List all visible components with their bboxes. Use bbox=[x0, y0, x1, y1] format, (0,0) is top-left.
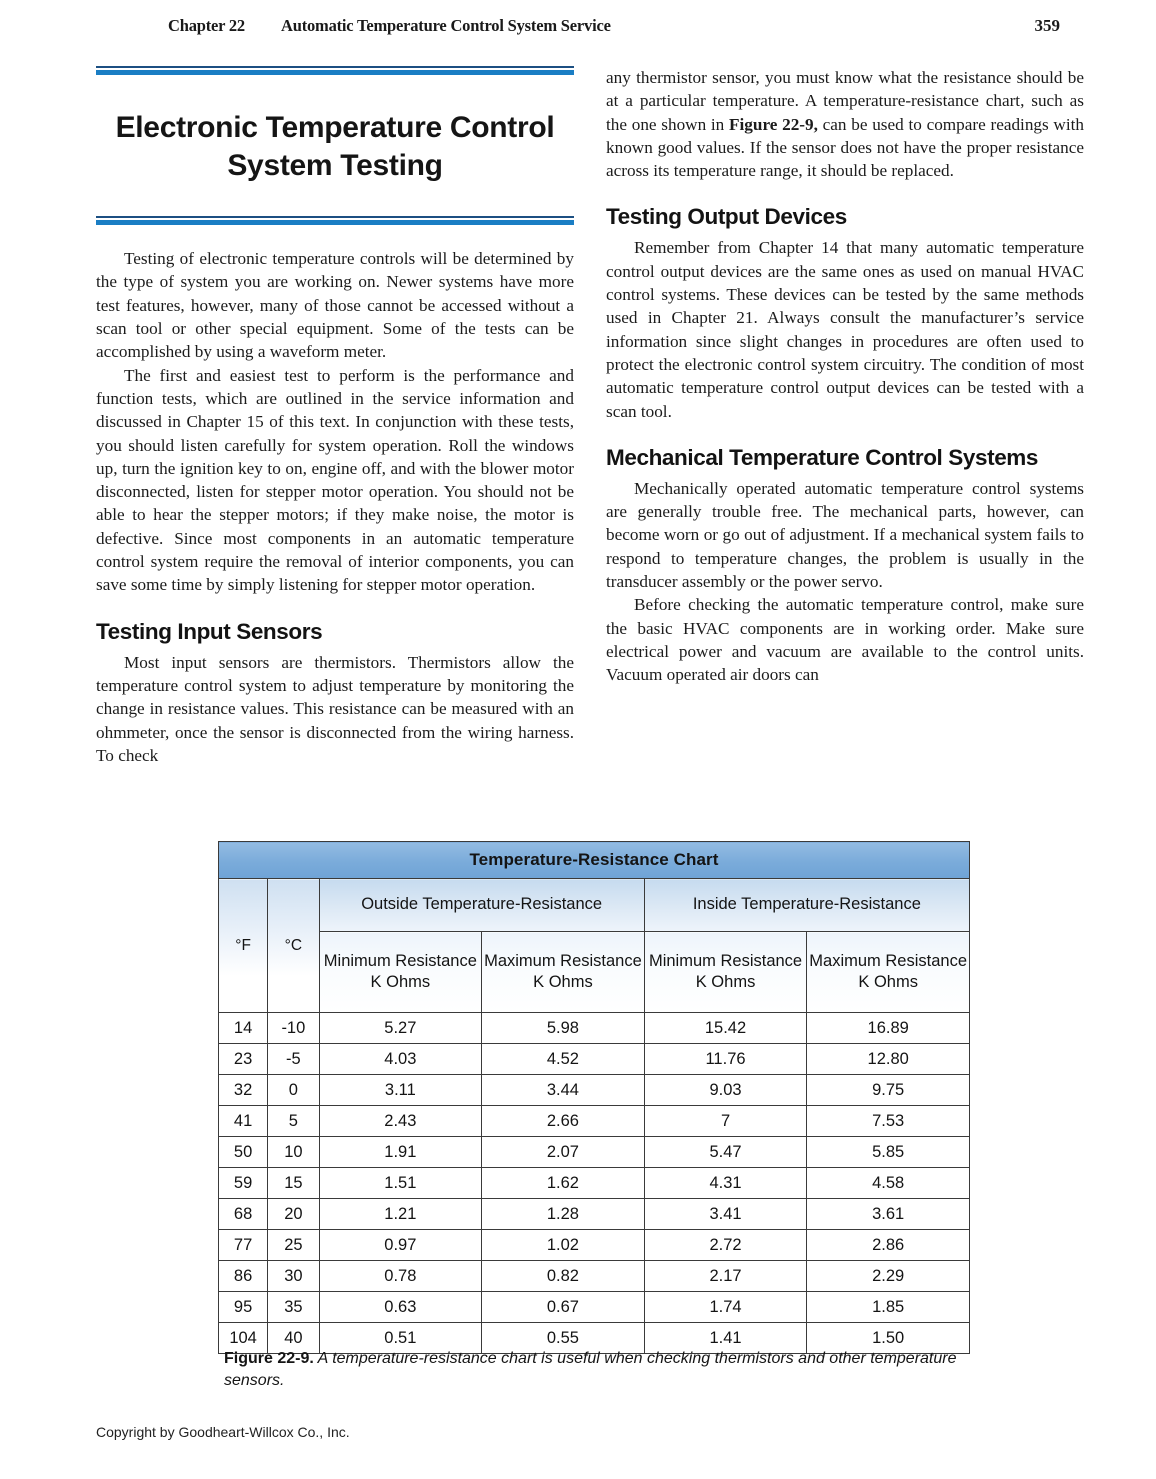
paragraph: Before checking the automatic temperature control, make sure the basic HVAC components are in working order. Make sure electrical power and vacuum are available to the control units. Vacuum operated air doors can bbox=[606, 595, 1084, 685]
cell-inside-max: 4.58 bbox=[807, 1168, 970, 1199]
cell-celsius: 10 bbox=[268, 1137, 319, 1168]
cell-outside-min: 1.51 bbox=[319, 1168, 482, 1199]
cell-inside-min: 11.76 bbox=[644, 1044, 807, 1075]
cell-outside-max: 5.98 bbox=[482, 1013, 645, 1044]
table-row bbox=[219, 1168, 970, 1199]
cell-outside-min: 4.03 bbox=[319, 1044, 482, 1075]
column-header-outside-min: Minimum Resistance K Ohms bbox=[319, 932, 482, 1013]
table-row bbox=[219, 1199, 970, 1230]
column-header-outside-max: Maximum Resistance K Ohms bbox=[482, 932, 645, 1013]
column-header-inside-min: Minimum Resistance K Ohms bbox=[644, 932, 807, 1013]
cell-inside-max: 12.80 bbox=[807, 1044, 970, 1075]
cell-inside-max: 1.50 bbox=[807, 1323, 970, 1354]
cell-outside-min: 0.51 bbox=[319, 1323, 482, 1354]
running-head-chapter: Chapter 22 bbox=[168, 16, 245, 35]
cell-outside-min: 5.27 bbox=[319, 1013, 482, 1044]
cell-inside-min: 4.31 bbox=[644, 1168, 807, 1199]
cell-fahrenheit: 50 bbox=[219, 1137, 268, 1168]
cell-inside-max: 2.86 bbox=[807, 1230, 970, 1261]
cell-inside-min: 2.17 bbox=[644, 1261, 807, 1292]
cell-outside-max: 1.02 bbox=[482, 1230, 645, 1261]
rule-thick-line bbox=[96, 70, 574, 75]
cell-inside-min: 2.72 bbox=[644, 1230, 807, 1261]
cell-fahrenheit: 86 bbox=[219, 1261, 268, 1292]
cell-fahrenheit: 23 bbox=[219, 1044, 268, 1075]
cell-celsius: -5 bbox=[268, 1044, 319, 1075]
cell-celsius: 35 bbox=[268, 1292, 319, 1323]
cell-outside-min: 2.43 bbox=[319, 1106, 482, 1137]
cell-outside-max: 2.07 bbox=[482, 1137, 645, 1168]
figure-caption-text: A temperature-resistance chart is useful when checking thermistors and other temperature sensors. bbox=[224, 1350, 957, 1390]
title-rule-bottom bbox=[96, 216, 574, 225]
cell-fahrenheit: 104 bbox=[219, 1323, 268, 1354]
figure-reference: Figure 22-9, bbox=[729, 114, 818, 134]
column-group-inside: Inside Temperature-Resistance bbox=[644, 879, 969, 932]
cell-outside-max: 3.44 bbox=[482, 1075, 645, 1106]
cell-inside-min: 5.47 bbox=[644, 1137, 807, 1168]
temperature-resistance-table bbox=[218, 841, 970, 1354]
cell-celsius: -10 bbox=[268, 1013, 319, 1044]
table-group-header-row bbox=[219, 879, 970, 932]
cell-celsius: 20 bbox=[268, 1199, 319, 1230]
cell-inside-max: 3.61 bbox=[807, 1199, 970, 1230]
cell-fahrenheit: 32 bbox=[219, 1075, 268, 1106]
cell-inside-min: 1.41 bbox=[644, 1323, 807, 1354]
paragraph: Mechanically operated automatic temperature control systems are generally trouble free. The mechanical parts, however, can become worn or go out of adjustment. If a mechanical system fails to respond to temperature changes, the problem is usually in the transducer assembly or the power servo. bbox=[606, 478, 1084, 592]
table-sub-header-row bbox=[219, 932, 970, 1013]
cell-fahrenheit: 77 bbox=[219, 1230, 268, 1261]
title-rule-top bbox=[96, 66, 574, 75]
running-head bbox=[96, 16, 1060, 42]
cell-inside-max: 1.85 bbox=[807, 1292, 970, 1323]
running-head-title: Automatic Temperature Control System Service bbox=[281, 16, 611, 35]
paragraph-text-part1: any thermistor sensor, you must know what the resistance should be at a particular temperature. A temperature-resistance chart, such as the one shown in bbox=[606, 68, 1084, 134]
table-title: Temperature-Resistance Chart bbox=[219, 842, 970, 879]
table-row bbox=[219, 1044, 970, 1075]
section-heading-mechanical-temperature-control-systems: Mechanical Temperature Control Systems bbox=[606, 444, 1039, 470]
cell-outside-min: 0.97 bbox=[319, 1230, 482, 1261]
paragraph: Testing of electronic temperature controls will be determined by the type of system you are working on. Newer systems have more test features, however, many of those cannot be accessed without a scan tool or other special equipment. Some of the tests can be accomplished by using a waveform meter. bbox=[96, 249, 574, 362]
table-row bbox=[219, 1013, 970, 1044]
spacer bbox=[96, 225, 574, 247]
cell-inside-max: 7.53 bbox=[807, 1106, 970, 1137]
table-row bbox=[219, 1230, 970, 1261]
copyright-notice: Copyright by Goodheart-Willcox Co., Inc. bbox=[96, 1424, 350, 1440]
column-group-outside: Outside Temperature-Resistance bbox=[319, 879, 644, 932]
cell-inside-max: 5.85 bbox=[807, 1137, 970, 1168]
cell-outside-min: 1.91 bbox=[319, 1137, 482, 1168]
cell-outside-max: 0.55 bbox=[482, 1323, 645, 1354]
cell-celsius: 15 bbox=[268, 1168, 319, 1199]
table-row bbox=[219, 1137, 970, 1168]
cell-fahrenheit: 41 bbox=[219, 1106, 268, 1137]
cell-fahrenheit: 59 bbox=[219, 1168, 268, 1199]
table-title-row bbox=[219, 842, 970, 879]
body-columns bbox=[96, 66, 1084, 786]
column-header-inside-max: Maximum Resistance K Ohms bbox=[807, 932, 970, 1013]
table-row bbox=[219, 1261, 970, 1292]
paragraph: Most input sensors are thermistors. Thermistors allow the temperature control system to adjust temperature by monitoring the change in resistance values. This resistance can be measured with an ohmmeter, once the sensor is disconnected from the wiring harness. To check bbox=[96, 652, 574, 765]
cell-outside-max: 1.62 bbox=[482, 1168, 645, 1199]
cell-fahrenheit: 68 bbox=[219, 1199, 268, 1230]
cell-inside-min: 15.42 bbox=[644, 1013, 807, 1044]
paragraph-continuation bbox=[606, 66, 1084, 182]
table-body bbox=[219, 1013, 970, 1354]
paragraph: Remember from Chapter 14 that many automatic temperature control output devices are the same ones as used on manual HVAC control systems. These devices can be tested by the same methods used in Chapter 21. Always consult the manufacturer’s service information since slight changes in procedures are often used to protect the electronic control system circuitry. The condition of most automatic temperature control output devices can be tested with a scan tool. bbox=[606, 238, 1084, 421]
cell-celsius: 25 bbox=[268, 1230, 319, 1261]
cell-outside-max: 0.82 bbox=[482, 1261, 645, 1292]
cell-outside-max: 2.66 bbox=[482, 1106, 645, 1137]
cell-outside-min: 0.63 bbox=[319, 1292, 482, 1323]
cell-outside-min: 0.78 bbox=[319, 1261, 482, 1292]
section-heading-testing-output-devices: Testing Output Devices bbox=[606, 204, 847, 230]
right-column bbox=[606, 66, 1084, 687]
figure-22-9 bbox=[218, 841, 970, 1354]
cell-inside-max: 9.75 bbox=[807, 1075, 970, 1106]
paragraph-text-part2: can be used to compare readings with known good values. If the sensor does not have the proper resistance across its temperature range, it should be replaced. bbox=[606, 114, 1084, 181]
cell-celsius: 30 bbox=[268, 1261, 319, 1292]
left-column bbox=[96, 66, 574, 767]
table-row bbox=[219, 1106, 970, 1137]
column-header-celsius: °C bbox=[268, 879, 319, 1013]
cell-fahrenheit: 95 bbox=[219, 1292, 268, 1323]
cell-celsius: 5 bbox=[268, 1106, 319, 1137]
cell-inside-min: 3.41 bbox=[644, 1199, 807, 1230]
cell-outside-max: 1.28 bbox=[482, 1199, 645, 1230]
cell-outside-min: 3.11 bbox=[319, 1075, 482, 1106]
figure-caption-label: Figure 22-9. bbox=[224, 1350, 314, 1367]
cell-inside-max: 16.89 bbox=[807, 1013, 970, 1044]
cell-outside-min: 1.21 bbox=[319, 1199, 482, 1230]
cell-outside-max: 0.67 bbox=[482, 1292, 645, 1323]
section-heading-testing-input-sensors: Testing Input Sensors bbox=[96, 618, 323, 644]
cell-inside-min: 7 bbox=[644, 1106, 807, 1137]
cell-celsius: 40 bbox=[268, 1323, 319, 1354]
paragraph: The first and easiest test to perform is the performance and function tests, which are outlined in the service information and discussed in Chapter 15 of this text. In conjunction with these tests, you should listen carefully for system operation. Roll the windows up, turn the ignition key to on, engine off, and with the blower motor disconnected, listen for stepper motor operation. You should not be able to hear the stepper motors; if they make noise, the motor is defective. Since most components in an automatic temperature control system require the removal of interior components, you can save some time by simply listening for stepper motor operation. bbox=[96, 365, 574, 595]
figure-caption bbox=[224, 1348, 984, 1393]
cell-fahrenheit: 14 bbox=[219, 1013, 268, 1044]
page-title: Electronic Temperature Control System Testing bbox=[115, 111, 555, 182]
column-header-fahrenheit: °F bbox=[219, 879, 268, 1013]
cell-inside-min: 9.03 bbox=[644, 1075, 807, 1106]
cell-celsius: 0 bbox=[268, 1075, 319, 1106]
page-number: 359 bbox=[1034, 16, 1060, 35]
cell-inside-min: 1.74 bbox=[644, 1292, 807, 1323]
table-row bbox=[219, 1292, 970, 1323]
cell-inside-max: 2.29 bbox=[807, 1261, 970, 1292]
table-row bbox=[219, 1075, 970, 1106]
cell-outside-max: 4.52 bbox=[482, 1044, 645, 1075]
